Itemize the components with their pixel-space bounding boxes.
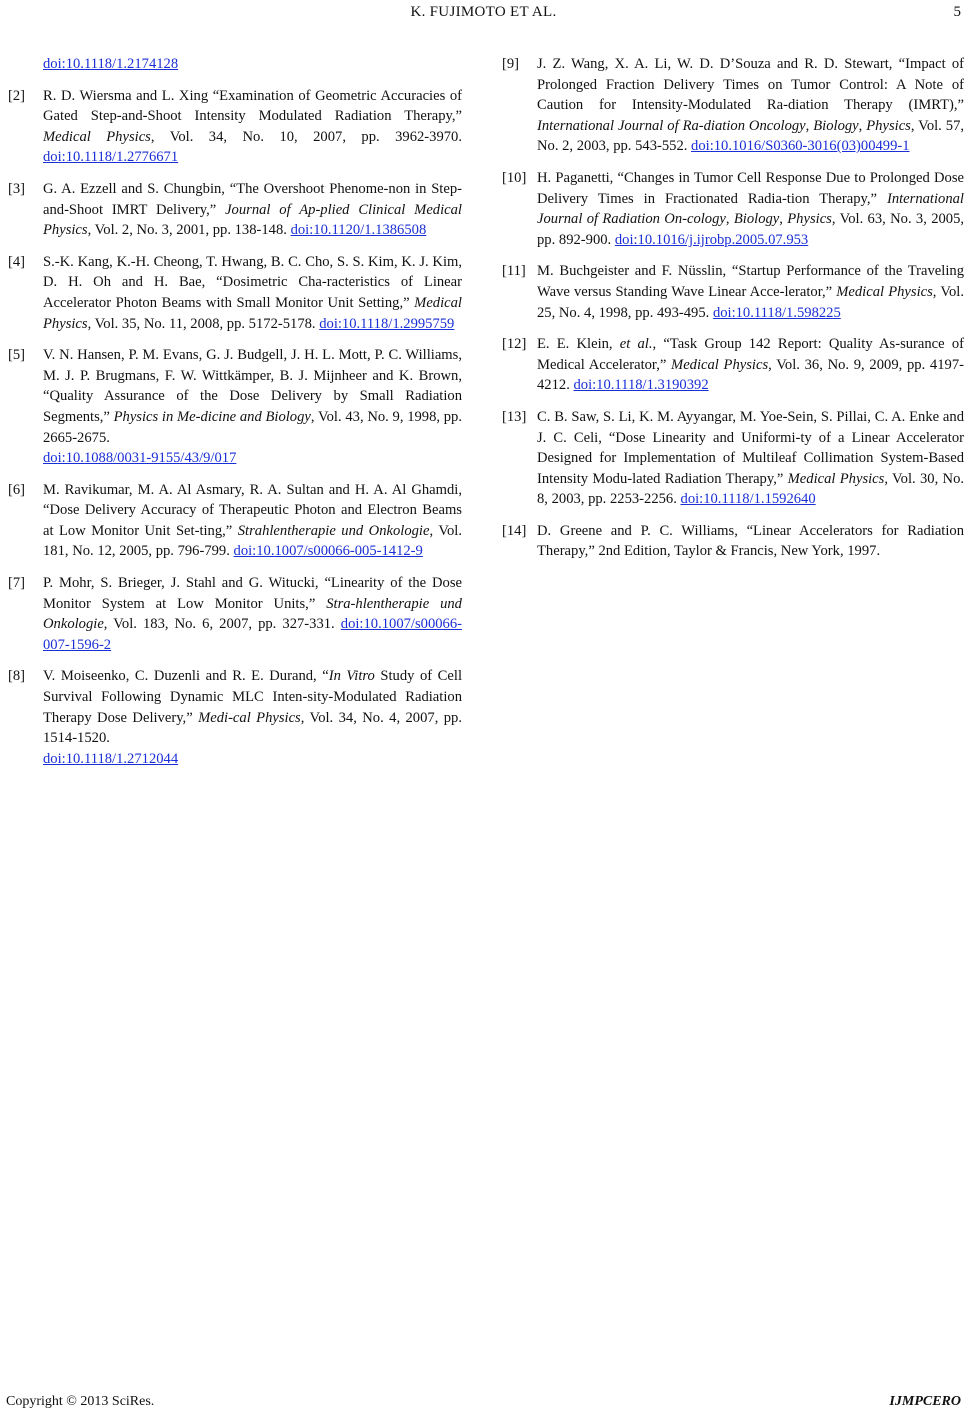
- reference-details: , Vol. 30, No. 8, 2003, pp. 2253-2256.: [537, 470, 965, 508]
- doi-link[interactable]: doi:10.1118/1.2712044: [43, 750, 179, 767]
- reference-number: [9]: [502, 56, 520, 72]
- reference-title: Study of Cell Survival Following Dynamic MLC Inten-sity-Modulated Radiation Therapy Dose Delivery,”: [43, 668, 463, 726]
- reference-text: M. Ravikumar, M. A. Al Asmary, R. A. Sultan and H. A. Al Ghamdi, “Dose Delivery Accuracy of Therapeutic Photon and Electron Beams at Low Monitor Unit Set-ting,”: [43, 481, 462, 539]
- reference-number: [4]: [8, 253, 26, 270]
- journal-name: International Journal of Radiation On-cology: [537, 190, 964, 228]
- doi-link[interactable]: doi:10.1118/1.1592640: [680, 491, 816, 508]
- reference-text: R. D. Wiersma and L. Xing “Examination of Geometric Accuracies of Gated Step-and-Shoot Intensity Modulated Radiation Therapy,”: [43, 87, 462, 125]
- reference-details: , Vol. 34, No. 10, 2007, pp. 3962-3970.: [150, 128, 463, 145]
- reference-number: [6]: [8, 481, 26, 498]
- doi-link[interactable]: doi:10.1118/1.3190392: [573, 377, 709, 394]
- journal-name: International Journal of Ra-diation Oncology: [537, 117, 806, 134]
- reference-text: J. Z. Wang, X. A. Li, W. D. D’Souza and R. D. Stewart, “Impact of Prolonged Fraction Delivery Times on Tumor Control: A Note of Caution for Intensity-Modulated Ra-diation Therapy (IMRT),”: [537, 56, 964, 114]
- page-header: [0, 4, 967, 24]
- reference-12: [502, 334, 964, 396]
- journal-name: Medi-cal Physics: [198, 709, 301, 726]
- reference-1-continued: [8, 54, 462, 75]
- doi-link[interactable]: doi:10.1088/0031-9155/43/9/017: [43, 450, 237, 467]
- reference-details: , Vol. 35, No. 11, 2008, pp. 5172-5178.: [87, 315, 320, 332]
- doi-link[interactable]: doi:10.1007/s00066-007-1596-2: [43, 616, 462, 653]
- reference-text: V. N. Hansen, P. M. Evans, G. J. Budgell, J. H. L. Mott, P. C. Williams, M. J. P. Brugmans, F. W. Wittkämper, B. J. Mijnheer and K. Brown, “Quality Assurance of the Dose Delivery by Small Radiation Segments,”: [43, 347, 462, 425]
- journal-name: Medical Physics: [836, 283, 933, 300]
- reference-number: [12]: [502, 336, 527, 353]
- running-title: K. FUJIMOTO ET AL.: [410, 4, 557, 20]
- reference-details: , Vol. 181, No. 12, 2005, pp. 796-799.: [43, 522, 462, 560]
- left-column: [8, 54, 462, 780]
- journal-name: Medical Physics: [671, 356, 769, 373]
- reference-5: [8, 345, 462, 469]
- reference-details: , Vol. 63, No. 3, 2005, pp. 892-900.: [537, 211, 965, 248]
- reference-details: , Vol. 34, No. 4, 2007, pp. 1514-1520.: [43, 709, 462, 747]
- reference-details: , Vol. 25, No. 4, 1998, pp. 493-495.: [537, 283, 964, 321]
- doi-link[interactable]: doi:10.1118/1.2995759: [319, 315, 455, 332]
- doi-link[interactable]: doi:10.1007/s00066-005-1412-9: [233, 543, 423, 560]
- reference-title: , “Task Group 142 Report: Quality As-surance of Medical Accelerator,”: [537, 336, 964, 373]
- copyright-notice: Copyright © 2013 SciRes.: [6, 1394, 155, 1409]
- journal-name-part: Biology: [733, 211, 780, 228]
- reference-8: [8, 666, 462, 769]
- reference-text: H. Paganetti, “Changes in Tumor Cell Response Due to Prolonged Dose Delivery Times in Fractionated Radia-tion Therapy,”: [537, 169, 964, 207]
- doi-link[interactable]: doi:10.1118/1.2776671: [43, 149, 179, 166]
- journal-name: Medical Physics: [787, 470, 885, 487]
- doi-link[interactable]: doi:10.1016/j.ijrobp.2005.07.953: [614, 231, 809, 248]
- reference-number: [5]: [8, 347, 26, 364]
- reference-text: M. Buchgeister and F. Nüsslin, “Startup Performance of the Traveling Wave versus Standing Wave Linear Acce-lerator,”: [537, 263, 964, 300]
- separator: ,: [858, 117, 867, 134]
- reference-11: [502, 261, 964, 323]
- page-footer: [0, 1390, 967, 1410]
- reference-number: [2]: [8, 87, 26, 104]
- reference-details: , Vol. 43, No. 9, 1998, pp. 2665-2675.: [43, 408, 463, 446]
- reference-6: [8, 480, 462, 562]
- doi-link[interactable]: doi:10.1120/1.1386508: [290, 222, 427, 239]
- journal-name-part: Biology: [813, 117, 859, 134]
- reference-text: C. B. Saw, S. Li, K. M. Ayyangar, M. Yoe-Sein, S. Pillai, C. A. Enke and J. C. Celi, “Dose Linearity and Uniformi-ty of a Linear Accelerator Designed for Implementation of Multileaf Collimation System-Based Intensity Modu-lated Radiation Therapy,”: [537, 408, 964, 487]
- journal-name: Physics in Me-dicine and Biology: [113, 408, 311, 425]
- italic-term: In Vitro: [328, 668, 375, 685]
- journal-name-part: Physics: [866, 117, 911, 134]
- page-number: 5: [953, 4, 961, 20]
- doi-link[interactable]: doi:10.1118/1.598225: [712, 304, 841, 321]
- reference-text: E. E. Klein,: [537, 336, 620, 353]
- separator: ,: [779, 211, 788, 228]
- reference-number: [3]: [8, 180, 26, 197]
- reference-number: [11]: [502, 263, 526, 280]
- separator: ,: [805, 117, 814, 134]
- journal-name: Stra-hlentherapie und Onkologie: [43, 595, 462, 633]
- reference-text: D. Greene and P. C. Williams, “Linear Accelerators for Radiation Therapy,” 2nd Edition, Taylor & Francis, New York, 1997.: [537, 522, 964, 560]
- reference-3: [8, 179, 462, 241]
- et-al: et al.: [619, 336, 653, 353]
- reference-10: [502, 168, 964, 250]
- reference-7: [8, 573, 462, 655]
- reference-text: S.-K. Kang, K.-H. Cheong, T. Hwang, B. C. Cho, S. S. Kim, K. J. Kim, D. H. Oh and H. Bae, “Dosimetric Cha-racteristics of Linear Accelerator Photon Beams with Small Monitor Unit Setting,”: [43, 253, 462, 311]
- doi-link[interactable]: doi:10.1016/S0360-3016(03)00499-1: [691, 138, 910, 155]
- doi-link[interactable]: doi:10.1118/1.2174128: [43, 56, 179, 72]
- journal-abbreviation: IJMPCERO: [889, 1394, 961, 1409]
- right-column: [502, 54, 964, 573]
- separator: ,: [725, 211, 734, 228]
- reference-number: [8]: [8, 668, 26, 685]
- reference-number: [13]: [502, 408, 527, 425]
- journal-name: Journal of Ap-plied Clinical Medical Physics: [43, 201, 462, 239]
- reference-number: [14]: [502, 522, 527, 539]
- reference-text: V. Moiseenko, C. Duzenli and R. E. Durand, “: [43, 668, 329, 685]
- reference-9: [502, 54, 964, 157]
- reference-number: [7]: [8, 575, 26, 592]
- reference-number: [10]: [502, 169, 527, 186]
- reference-details: , Vol. 57, No. 2, 2003, pp. 543-552.: [537, 117, 965, 155]
- reference-text: G. A. Ezzell and S. Chungbin, “The Overshoot Phenome-non in Step-and-Shoot IMRT Delivery,”: [43, 180, 462, 218]
- journal-name: Medical Physics: [43, 294, 462, 332]
- reference-text: P. Mohr, S. Brieger, J. Stahl and G. Witucki, “Linearity of the Dose Monitor System at Low Monitor Units,”: [43, 575, 462, 612]
- journal-name-part: Physics: [787, 211, 832, 228]
- reference-13: [502, 407, 964, 510]
- reference-2: [8, 86, 462, 168]
- reference-details: , Vol. 2, No. 3, 2001, pp. 138-148.: [87, 222, 291, 239]
- journal-name: Strahlentherapie und Onkologie: [237, 522, 430, 539]
- reference-details: , Vol. 183, No. 6, 2007, pp. 327-331.: [103, 616, 341, 633]
- reference-details: , Vol. 36, No. 9, 2009, pp. 4197-4212.: [537, 356, 964, 394]
- journal-name: Medical Physics: [43, 128, 151, 145]
- reference-14: [502, 521, 964, 562]
- reference-4: [8, 252, 462, 334]
